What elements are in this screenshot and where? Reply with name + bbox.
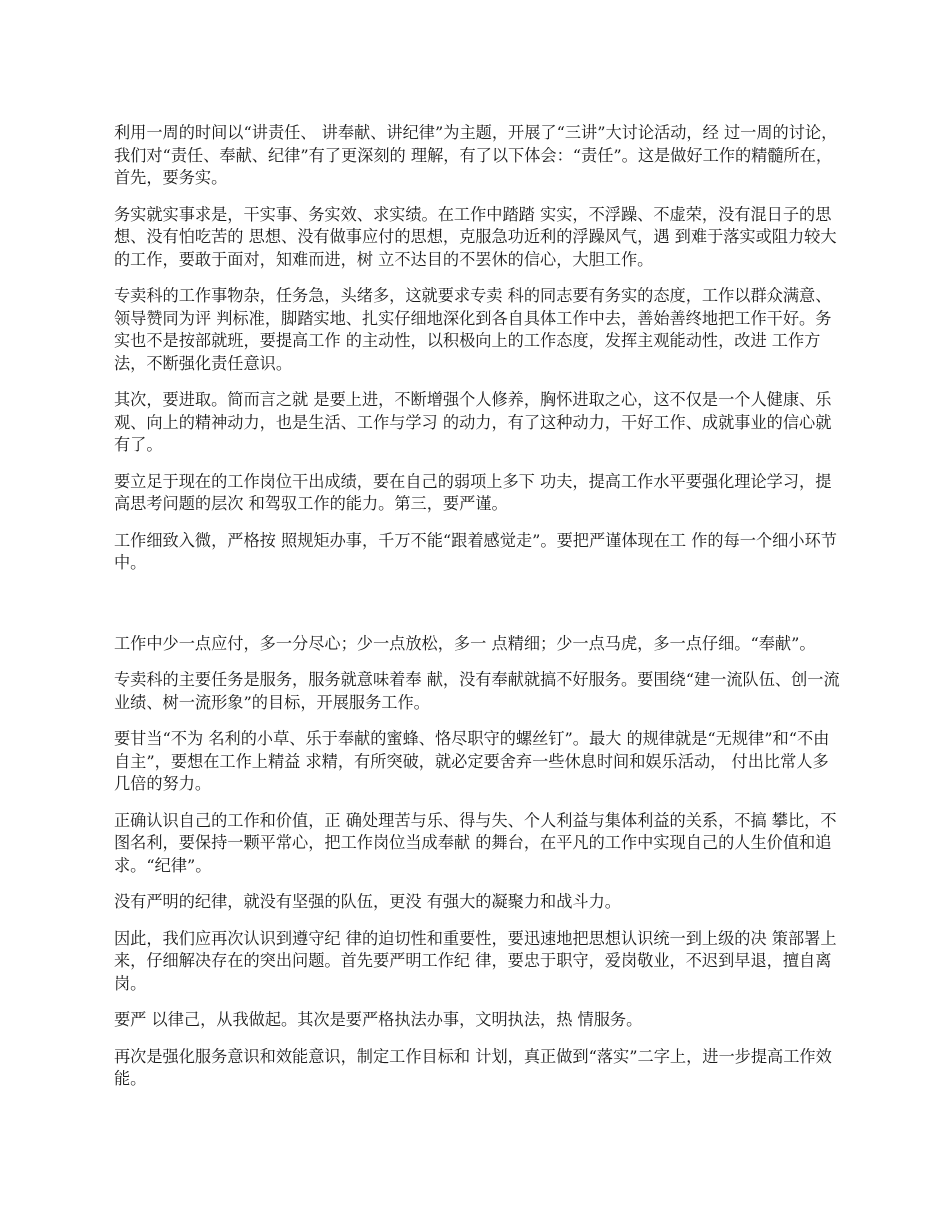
paragraph-8: 专卖科的主要任务是服务，服务就意味着奉 献，没有奉献就搞不好服务。要围绕“建一流队伍、创一流 业绩、树一流形象”的目标，开展服务工作。 xyxy=(114,670,840,712)
paragraph-11: 没有严明的纪律，就没有坚强的队伍，更没 有强大的凝聚力和战斗力。 xyxy=(114,892,621,911)
paragraph-6: 工作细致入微，严格按 照规矩办事，千万不能“跟着感觉走”。要把严谨体现在工 作的每一个细小环节中。 xyxy=(114,530,837,572)
paragraph-2: 务实就实事求是，干实事、务实效、求实绩。在工作中踏踏 实实，不浮躁、不虚荣，没有混日子的思想、没有怕吃苦的 思想、没有做事应付的思想，克服急功近利的浮躁风气，遇 到难于落实或阻力较大的工作，要敢于面对，知难而进，树 立不达目的不罢休的信心，大胆工作。 xyxy=(114,204,837,269)
paragraph-4: 其次，要进取。简而言之就 是要上进，不断增强个人修养，胸怀进取之心，这不仅是一个人健康、乐观、向上的精神动力，也是生活、工作与学习 的动力，有了这种动力，干好工作、成就事业的信心就有了。 xyxy=(114,390,832,454)
document-body xyxy=(114,122,840,1105)
paragraph-3: 专卖科的工作事物杂，任务急，头绪多，这就要求专卖 科的同志要有务实的态度，工作以群众满意、领导赞同为评 判标准，脚踏实地、扎实仔细地深化到各自具体工作中去，善始善终地把工作干好。务实也不是按部就班，要提高工作 的主动性，以积极向上的工作态度，发挥主观能动性，改进 工作方法，不断强化责任意识。 xyxy=(114,286,832,373)
paragraph-10: 正确认识自己的工作和价值，正 确处理苦与乐、得与失、个人利益与集体利益的关系，不搞 攀比，不图名利，要保持一颗平常心，把工作岗位当成奉献 的舞台，在平凡的工作中实现自己的人生价值和追求。“纪律”。 xyxy=(114,810,837,875)
paragraph-12: 因此，我们应再次认识到遵守纪 律的迫切性和重要性，要迅速地把思想认识统一到上级的决 策部署上来，仔细解决存在的突出问题。首先要严明工作纪 律，要忠于职守，爱岗敬业，不迟到早退，擅自离岗。 xyxy=(114,928,837,993)
paragraph-14: 再次是强化服务意识和效能意识，制定工作目标和 计划，真正做到“落实”二字上，进一步提高工作效能。 xyxy=(114,1046,832,1088)
paragraph-5: 要立足于现在的工作岗位干出成绩，要在自己的弱项上多下 功夫，提高工作水平要强化理论学习，提高思考问题的层次 和驾驭工作的能力。第三，要严谨。 xyxy=(114,471,832,513)
paragraph-7: 工作中少一点应付，多一分尽心；少一点放松，多一 点精细；少一点马虎，多一点仔细。“奉献”。 xyxy=(114,633,816,653)
paragraph-9: 要甘当“不为 名利的小草、乐于奉献的蜜蜂、恪尽职守的螺丝钉”。最大 的规律就是“无规律”和“不由自主”，要想在工作上精益 求精，有所突破，就必定要舍弃一些休息时间和娱乐活动， 付出比常人多几倍的努力。 xyxy=(114,729,830,793)
paragraph-13: 要严 以律己，从我做起。其次是要严格执法办事，文明执法，热 情服务。 xyxy=(114,1010,643,1029)
paragraph-1: 利用一周的时间以“讲责任、 讲奉献、讲纪律”为主题，开展了“三讲”大讨论活动，经 过一周的讨论，我们对“责任、奉献、纪律”有了更深刻的 理解，有了以下体会：“责任”。这是做好工作的精髓所在，首先，要务实。 xyxy=(114,123,838,187)
section-gap xyxy=(114,589,840,633)
